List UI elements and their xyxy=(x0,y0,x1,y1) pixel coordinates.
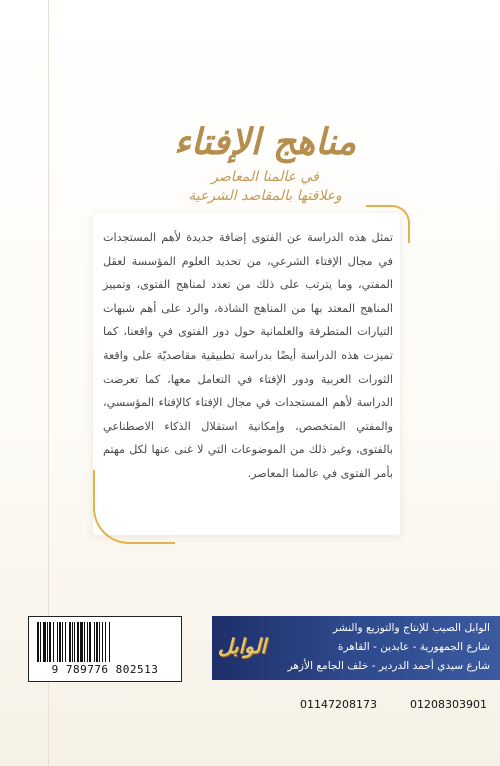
publisher-logo-text: الوابل xyxy=(217,634,267,658)
isbn-number: 9 789776 802513 xyxy=(51,663,159,676)
publisher-address-2: شارع سيدي أحمد الدردير - خلف الجامع الأزهر xyxy=(287,660,490,672)
publisher-info xyxy=(275,619,490,676)
phone-number-2: 01147208173 xyxy=(300,698,377,711)
barcode-stripe xyxy=(110,622,111,662)
barcode-bars xyxy=(37,622,173,662)
subtitle-line-1: في عالمنا المعاصر xyxy=(211,169,319,185)
phone-number-1: 01208303901 xyxy=(410,698,487,711)
subtitle-line-2: وعلاقتها بالمقاصد الشرعية xyxy=(188,188,342,204)
blurb-text: تمثل هذه الدراسة عن الفتوى إضافة جديدة لأهم المستجدات في مجال الإفتاء الشرعي، من تحديد العلوم المؤسسة لعقل المفتي، وما يترتب على ذلك من تعدد لمناهج الفتوى، وتمييز المناهج المعتد بها من المناهج الشاذة، والرد على أهم شبهات التيارات المتطرفة والعلمانية حول دور الفتوى في واقعنا، كما تميزت هذه الدراسة أيضًا بدراسة تطبيقية مقاصديّة على واقعة الثورات العربية ودور الإفتاء في التعامل معها، كما تعرضت الدراسة لأهم المستجدات في مجال الإفتاء كالإفتاء المؤسسي، والمفتي المتخصص، وإمكانية استقلال الذكاء الاصطناعي بالفتوى، وغير ذلك من الموضوعات التي لا غنى عنها لكل مهتم بأمر الفتوى في عالمنا المعاصر. xyxy=(103,231,393,480)
publisher-logo xyxy=(208,624,276,668)
publisher-name: الوابل الصيب للإنتاج والتوزيع والنشر xyxy=(332,622,490,634)
publisher-address-1: شارع الجمهورية - عابدين - القاهرة xyxy=(337,641,490,653)
book-subtitle xyxy=(150,168,380,206)
isbn-barcode xyxy=(28,616,182,682)
book-title: مناهج الإفتاء xyxy=(173,121,357,163)
